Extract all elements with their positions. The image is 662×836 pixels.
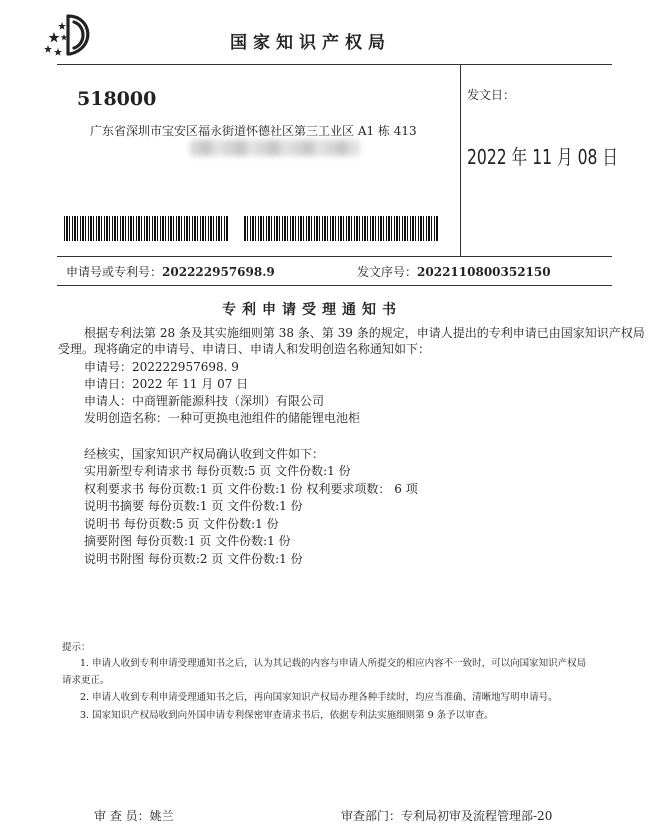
tip-1-line-1: 1. 申请人收到专利申请受理通知书之后，认为其记载的内容与申请人所提交的相应内容不一致时，可以向国家知识产权局 — [80, 658, 587, 669]
file-item: 说明书摘要 每份页数:1 页 文件份数:1 份 — [84, 499, 303, 513]
file-item: 实用新型专利请求书 每份页数:5 页 文件份数:1 份 — [84, 464, 351, 478]
field-invention-name: 发明创造名称：一种可更换电池组件的储能锂电池柜 — [84, 411, 361, 425]
address-block-rule — [57, 256, 612, 257]
examiner: 审 查 员：姚兰 — [94, 809, 174, 823]
issue-date-label: 发文日： — [467, 88, 516, 102]
field-application-date: 申请日：2022 年 11 月 07 日 — [84, 377, 249, 391]
header-rule — [57, 64, 612, 65]
recipient-address: 广东省深圳市宝安区福永街道怀德社区第三工业区 A1 栋 413 — [90, 124, 417, 138]
numbers-rule — [57, 285, 612, 286]
date-column-divider — [460, 64, 461, 256]
file-item: 摘要附图 每份页数:1 页 文件份数:1 份 — [84, 534, 291, 548]
file-item: 权利要求书 每份页数:1 页 文件份数:1 份 权利要求项数： 6 项 — [84, 482, 418, 496]
cnipa-logo — [40, 12, 98, 58]
application-number-label: 申请号或专利号： — [66, 265, 163, 279]
tips-heading: 提示： — [62, 642, 91, 653]
serial-number: 2022110800352150 — [417, 265, 551, 279]
examining-department: 审查部门：专利局初审及流程管理部-20 — [341, 809, 553, 823]
application-number: 202222957698.9 — [162, 265, 275, 279]
serial-number-row — [357, 263, 551, 280]
intro-line-1: 根据专利法第 28 条及其实施细则第 38 条、第 39 条的规定，申请人提出的专利申请已由国家知识产权局 — [84, 326, 645, 340]
tip-2: 2. 申请人收到专利申请受理通知书之后，再向国家知识产权局办理各种手续时，均应当准确、清晰地写明申请号。 — [80, 692, 558, 703]
redacted-recipient-name — [190, 140, 360, 156]
serial-number-label: 发文序号： — [357, 265, 418, 279]
issue-date: 2022 年 11 月 08 日 — [467, 145, 619, 169]
tip-1-line-2: 请求更正。 — [62, 675, 110, 686]
barcode-left — [64, 216, 229, 241]
application-number-row — [66, 263, 275, 280]
verify-intro: 经核实，国家知识产权局确认收到文件如下： — [84, 447, 325, 461]
file-item: 说明书附图 每份页数:2 页 文件份数:1 份 — [84, 552, 303, 566]
postal-code: 518000 — [77, 88, 157, 110]
field-application-number: 申请号：202222957698. 9 — [84, 360, 239, 374]
office-title: 国家知识产权局 — [230, 33, 391, 53]
file-item: 说明书 每份页数:5 页 文件份数:1 份 — [84, 517, 279, 531]
field-applicant: 申请人：中商锂新能源科技（深圳）有限公司 — [84, 394, 325, 408]
notice-title: 专利申请受理通知书 — [222, 302, 402, 318]
barcode-right — [244, 216, 438, 241]
intro-line-2: 受理。现将确定的申请号、申请日、申请人和发明创造名称通知如下： — [58, 342, 431, 356]
tip-3: 3. 国家知识产权局收到向外国申请专利保密审查请求书后，依据专利法实施细则第 9 条予以审查。 — [80, 710, 494, 721]
